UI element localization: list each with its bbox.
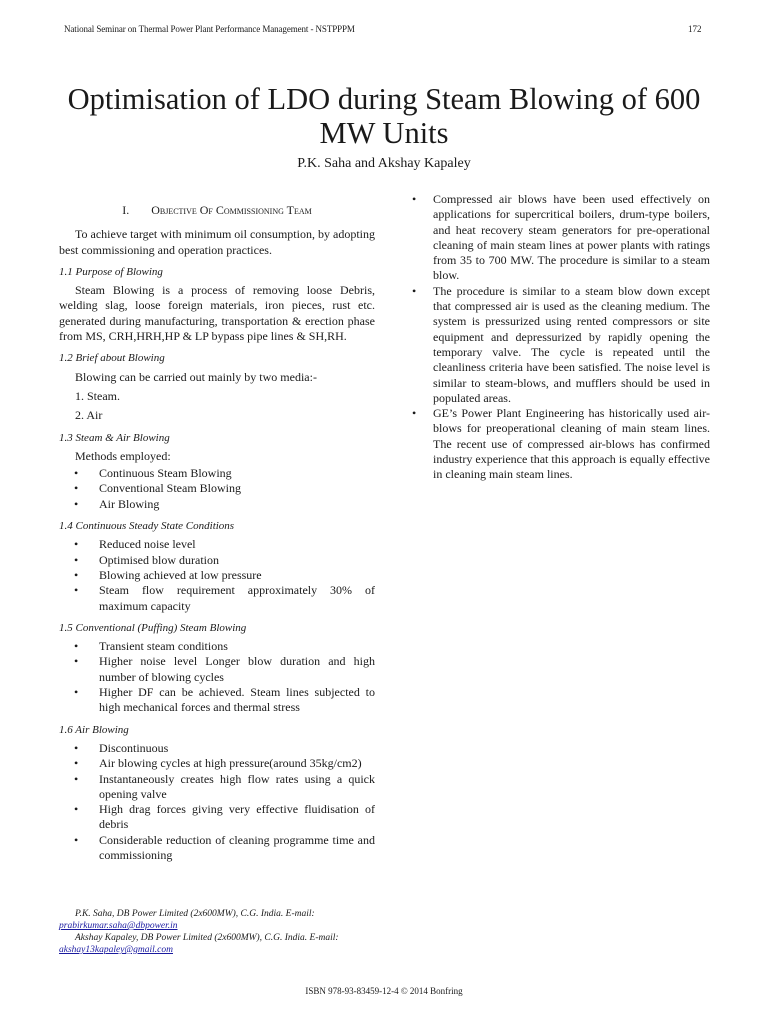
section-heading — [59, 203, 375, 218]
list-item: • The procedure is similar to a steam blow down except that compressed air is used as the cleaning medium. The system is pressurized using rented compressors or site equipment and depressurized by rapidly opening the temporary valve. The cycle is repeated until the cleanliness criteria have been satisfied. The noise level is similar to steam-blows, and mufflers should be used in populated areas. — [408, 284, 710, 406]
list-item: • Blowing achieved at low pressure — [59, 568, 375, 583]
list-item: • Transient steam conditions — [59, 639, 375, 654]
list-item: • Higher DF can be achieved. Steam lines subjected to high mechanical forces and thermal stress — [59, 685, 375, 716]
brief-text: Blowing can be carried out mainly by two media:- — [75, 369, 317, 384]
list-item: • Continuous Steam Blowing — [59, 466, 375, 481]
list-item: • Air blowing cycles at high pressure(around 35kg/cm2) — [59, 756, 375, 771]
section-number: I. — [122, 203, 130, 217]
subheading-conventional: 1.5 Conventional (Puffing) Steam Blowing — [59, 621, 247, 634]
subheading-brief: 1.2 Brief about Blowing — [59, 352, 165, 365]
running-header: National Seminar on Thermal Power Plant Performance Management - NSTPPPM — [64, 24, 355, 34]
section-title: Objective Of Commissioning Team — [151, 203, 312, 217]
paper-title: Optimisation of LDO during Steam Blowing of 600 MW Units — [67, 82, 701, 150]
purpose-text: Steam Blowing is a process of removing loose Debris, welding slag, loose foreign materials, iron pieces, rust etc. generated during manufacturing, transportation & erection phase from MS, CRH,HRH,HP & LP bypass pipe lines & SH,RH. — [59, 283, 375, 344]
list-item: • Instantaneously creates high flow rates using a quick opening valve — [59, 772, 375, 803]
list-item: • GE’s Power Plant Engineering has historically used air-blows for preoperational cleaning of main steam lines. The recent use of compressed air-blows has confirmed industry experience that this approach is equally effective in cleaning main steam lines. — [408, 406, 710, 482]
section-intro: To achieve target with minimum oil consumption, by adopting best commissioning and operation practices. — [59, 227, 375, 257]
list-item: 2. Air — [75, 408, 103, 423]
footnote-author-2: Akshay Kapaley, DB Power Limited (2x600MW), C.G. India. E-mail: — [75, 933, 339, 943]
author-footnote — [59, 908, 375, 956]
air-blowing-list — [59, 741, 375, 863]
subheading-continuous: 1.4 Continuous Steady State Conditions — [59, 520, 235, 533]
list-item: 1. Steam. — [75, 388, 120, 403]
left-column — [59, 190, 375, 867]
list-item: • Compressed air blows have been used effectively on applications for supercritical boilers, drum-type boilers, and heat recovery steam generators for pre-operational cleaning of main steam lines at power plants with ratings from 35 to 700 MW. The procedure is similar to a steam blow. — [408, 192, 710, 284]
subheading-steam-air: 1.3 Steam & Air Blowing — [59, 431, 170, 444]
list-item: • Optimised blow duration — [59, 553, 375, 568]
conventional-list — [59, 639, 375, 715]
page-footer: ISBN 978-93-83459-12-4 © 2014 Bonfring — [305, 986, 463, 996]
list-item: • Considerable reduction of cleaning programme time and commissioning — [59, 833, 375, 864]
list-item: • Discontinuous — [59, 741, 375, 756]
subheading-purpose: 1.1 Purpose of Blowing — [59, 265, 163, 278]
methods-text: Methods employed: — [75, 448, 171, 463]
email-link-2[interactable]: akshay13kapaley@gmail.com — [59, 945, 173, 955]
list-item: • Conventional Steam Blowing — [59, 481, 375, 496]
list-item: • High drag forces giving very effective fluidisation of debris — [59, 802, 375, 833]
subheading-air-blowing: 1.6 Air Blowing — [59, 723, 129, 736]
list-item: • Higher noise level Longer blow duration and high number of blowing cycles — [59, 654, 375, 685]
footnote-author-1: P.K. Saha, DB Power Limited (2x600MW), C.G. India. E-mail: — [75, 909, 315, 919]
list-item: • Air Blowing — [59, 497, 375, 512]
right-column — [408, 190, 710, 487]
page-number: 172 — [688, 24, 702, 34]
continuous-list — [59, 537, 375, 613]
methods-list — [59, 466, 375, 512]
air-blow-notes-list — [408, 192, 710, 483]
list-item: • Reduced noise level — [59, 537, 375, 552]
paper-authors: P.K. Saha and Akshay Kapaley — [297, 156, 471, 171]
email-link-1[interactable]: prabirkumar.saha@dbpower.in — [59, 921, 178, 931]
list-item: • Steam flow requirement approximately 30% of maximum capacity — [59, 583, 375, 614]
